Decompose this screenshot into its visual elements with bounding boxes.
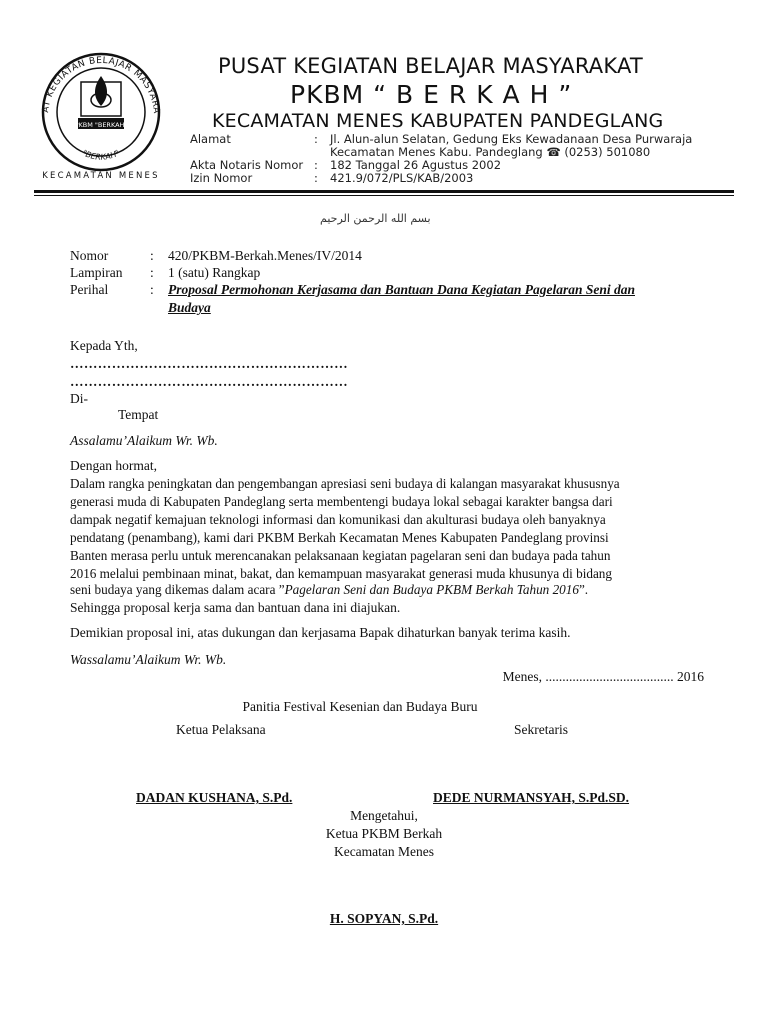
- logo-inner-text: PKBM "BERKAH": [74, 121, 128, 129]
- body-line: Sehingga proposal kerja sama dan bantuan dana ini diajukan.: [70, 600, 401, 615]
- body-line: pendatang (penambang), kami dari PKBM Berkah Kecamatan Menes Kabupaten Pandeglang provinsi: [70, 530, 609, 545]
- sekretaris-label: Sekretaris: [514, 722, 568, 737]
- letterhead-title-3: KECAMATAN MENES KABUPATEN PANDEGLANG: [212, 110, 664, 132]
- head-name: H. SOPYAN, S.Pd.: [329, 911, 439, 926]
- ketua-pkbm: Ketua PKBM Berkah: [325, 826, 443, 841]
- pkbm-logo: [34, 46, 168, 180]
- basmalah: بسم الله الرحمن الرحيم: [320, 212, 431, 225]
- meta-perihal: Perihal : Proposal Permohonan Kerjasama dan Bantuan Dana Kegiatan Pagelaran Seni dan Budaya: [70, 282, 635, 315]
- letterhead-rule-thick: [34, 190, 734, 193]
- logo-bottom-text: "BERKAH": [80, 148, 122, 162]
- svg-text:"BERKAH": [81, 148, 121, 161]
- letterhead-info: Alamat : Jl. Alun-alun Selatan, Gedung Eks Kewadanaan Desa Purwaraja Kecamatan Menes Kabu. Pandeglang ☎ (0253) 501080 Akta Notaris Nomor : 182 Tanggal 26 Agustus 2002 Izin Nomor : 421.9/072/PLS/KAB/2003: [190, 132, 693, 185]
- logo-ring-text: AT KEGIATAN BELAJAR MASYARA: [41, 55, 162, 115]
- info-label: Alamat: [190, 132, 231, 146]
- info-value: 182 Tanggal 26 Agustus 2002: [330, 158, 502, 172]
- kecamatan: Kecamatan Menes: [333, 844, 435, 859]
- body-line: generasi muda di Kabupaten Pandeglang serta membentengi budaya lokal sebagai karakter bangsa dari: [70, 494, 613, 509]
- letterhead-title-1: PUSAT KEGIATAN BELAJAR MASYARAKAT: [218, 54, 643, 78]
- mengetahui: Mengetahui,: [350, 808, 418, 823]
- ketua-label: Ketua Pelaksana: [176, 722, 266, 737]
- info-value: 421.9/072/PLS/KAB/2003: [330, 171, 474, 185]
- greeting: Assalamu’Alaikum Wr. Wb.: [70, 433, 218, 448]
- sekretaris-name: DEDE NURMANSYAH, S.Pd.SD.: [433, 790, 630, 805]
- info-label: Akta Notaris Nomor: [190, 158, 304, 172]
- letter-meta: [70, 248, 710, 318]
- body-line-event: seni budaya yang dikemas dalam acara ”Pagelaran Seni dan Budaya PKBM Berkah Tahun 2016”.: [70, 582, 589, 597]
- info-label: Izin Nomor: [190, 171, 253, 185]
- closing-paragraph: Demikian proposal ini, atas dukungan dan kerjasama Bapak dihaturkan banyak terima kasih.: [70, 625, 571, 640]
- meta-lampiran: Lampiran : 1 (satu) Rangkap: [70, 265, 261, 280]
- logo-footer-text: KECAMATAN MENES: [42, 171, 160, 180]
- opening: Dengan hormat,: [70, 458, 157, 473]
- committee-name: Panitia Festival Kesenian dan Budaya Buru: [242, 699, 478, 714]
- info-value: Kecamatan Menes Kabu. Pandeglang ☎ (0253) 501080: [330, 145, 651, 159]
- body-line: Banten merasa perlu untuk merencanakan pelaksanaan kegiatan pagelaran seni dan budaya pada tahun: [70, 548, 611, 563]
- event-name: Pagelaran Seni dan Budaya PKBM Berkah Tahun 2016: [284, 582, 579, 597]
- wassalam: Wassalamu’Alaikum Wr. Wb.: [70, 652, 227, 667]
- address-dots-1: ……………………………………………………: [70, 356, 348, 371]
- ketua-name: DADAN KUSHANA, S.Pd.: [136, 790, 293, 805]
- address-kepada: Kepada Yth,: [70, 338, 138, 353]
- address-dots-2: ……………………………………………………: [70, 374, 348, 389]
- info-value: Jl. Alun-alun Selatan, Gedung Eks Kewadanaan Desa Purwaraja: [330, 132, 693, 146]
- body-line: dampak negatif kemajuan teknologi informasi dan komunikasi dan akulturasi budaya oleh banyaknya: [70, 512, 606, 527]
- address-tempat: Tempat: [118, 407, 159, 422]
- body-line: 2016 melalui pembinaan minat, bakat, dan kemampuan masyarakat generasi muda khusunya di bidang: [70, 566, 612, 581]
- svg-text:PUSAT KEGIATAN BELAJAR MASYARA: [34, 46, 161, 115]
- meta-nomor: Nomor : 420/PKBM-Berkah.Menes/IV/2014: [70, 248, 362, 263]
- letterhead-rule-thin: [34, 195, 734, 196]
- date-line: Menes, ...................................... 2016: [502, 669, 704, 684]
- address-di: Di-: [70, 391, 88, 406]
- body-line: Dalam rangka peningkatan dan pengembangan apresiasi seni budaya di kalangan masyarakat khususnya: [70, 476, 620, 491]
- letterhead-title-2: PKBM “ B E R K A H ”: [290, 80, 573, 109]
